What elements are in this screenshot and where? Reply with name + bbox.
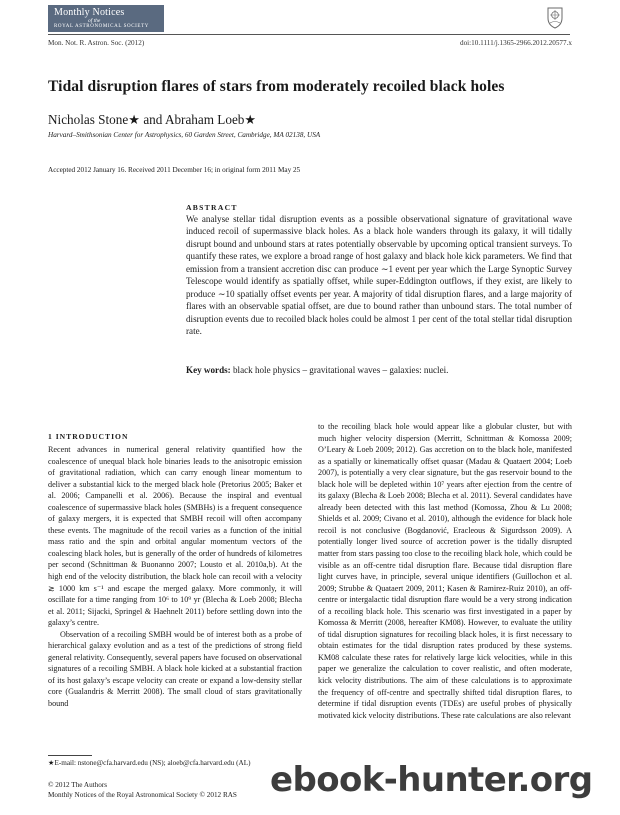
- journal-logo: [48, 5, 164, 32]
- journal-logo-title: Monthly Notices: [54, 7, 125, 18]
- footnote-rule: [48, 755, 92, 756]
- author-list: Nicholas Stone★ and Abraham Loeb★: [48, 112, 257, 127]
- publication-dates: Accepted 2012 January 16. Received 2011 December 16; in original form 2011 May 25: [48, 166, 301, 174]
- header-rule: [48, 34, 570, 35]
- footnote-email: ★E-mail: nstone@cfa.harvard.edu (NS); aloeb@cfa.harvard.edu (AL): [48, 759, 251, 767]
- journal-citation: Mon. Not. R. Astron. Soc. (2012): [48, 39, 145, 47]
- paragraph: Recent advances in numerical general relativity quantified how the coalescence of unequal black hole binaries leads to the anisotropic emission of gravitational radiation, which can carry enough linear momentum to deliver a substantial kick to the merged black hole (Pretorius 2005; Baker et al. 2006; Campanelli et al. 2006). Because the inspiral and eventual coalescence of supermassive black holes (SMBHs) is a frequent consequence of galaxy mergers, it is expected that SMBH recoil will often accompany these events. The magnitude of the recoil varies as a function of the initial mass ratio and the spin and orbital angular momentum vectors of the coalescing black holes, but is generally of the order of hundreds of kilometres per second (Schnittman & Buonanno 2007; Lousto et al. 2010a,b). At the high end of the velocity distribution, the black hole can recoil with a velocity ≳ 1000 km s⁻¹ and escape the merged galaxy. More commonly, it will oscillate for a time ranging from 10⁶ to 10⁹ yr (Blecha & Loeb 2008; Blecha et al. 2011; Sijacki, Springel & Haehnelt 2011) before settling down into the galaxy’s centre.: [48, 445, 302, 628]
- affiliation: Harvard–Smithsonian Center for Astrophysics, 60 Garden Street, Cambridge, MA 02138, USA: [48, 131, 321, 139]
- keywords-label: Key words:: [186, 365, 231, 375]
- keywords: [186, 365, 572, 375]
- copyright-line: © 2012 The Authors: [48, 781, 108, 789]
- copyright-line: Monthly Notices of the Royal Astronomical Society © 2012 RAS: [48, 791, 237, 799]
- keywords-list: black hole physics – gravitational waves – galaxies: nuclei.: [233, 365, 449, 375]
- paragraph: Observation of a recoiling SMBH would be of interest both as a probe of hierarchical galaxy evolution and as a test of the predictions of strong field general relativity. Consequently, several papers have focused on observational signatures of a recoiling SMBH. A black hole kicked at a substantial fraction of its host galaxy’s escape velocity can create or expand a low-density stellar core (Gualandris & Merritt 2008). The small cloud of stars gravitationally bound: [48, 629, 302, 709]
- abstract-heading: ABSTRACT: [186, 203, 238, 212]
- left-column: [48, 444, 302, 710]
- doi: doi:10.1111/j.1365-2966.2012.20577.x: [459, 39, 572, 47]
- paragraph: to the recoiling black hole would appear like a globular cluster, but with much higher velocity dispersion (Merritt, Schnittman & Komossa 2009; O’Leary & Loeb 2009; 2012). Gas accretion on to the black hole, manifested as a spatially or kinematically offset quasar (Madau & Quataert 2004; Loeb 2007), is potentially a very clear signature, but the gas reservoir bound to the black hole will be depleted within 10⁷ years after ejection from the centre of its galaxy (Blecha & Loeb 2008; Blecha et al. 2011). Several candidates have already been detected with this last method (Komossa, Zhou & Lu 2008; Shields et al. 2009; Civano et al. 2010), although the evidence for black hole recoil is not conclusive (Bogdanović, Eracleous & Sigurdsson 2009). A potentially longer lived source of accretion power is the tidally disrupted matter from stars passing too close to the recoiling black hole, which could be visible as an off-centre tidal disruption flare. Because tidal disruption flare light curves have, in principle, several unique identifiers (Guillochon et al. 2009; Strubbe & Quataert 2009, 2011; Kasen & Ramirez-Ruiz 2010), an off-centre or intergalactic tidal disruption flare would be a very strong indication of a recoiling black hole. This scenario was first investigated in a paper by Komossa & Merritt (2008, hereafter KM08). However, to evaluate the utility of tidal disruption signatures for recoiling black holes, it is first necessary to obtain estimates for the tidal disruption rates produced by these systems. KM08 calculate these rates for relatively large kick velocities, while in this paper we generalize the calculation to cover realistic, and often moderate, kick velocity distributions. The aim of these calculations is to approximate the frequency of off-centre and spectrally shifted tidal disruption flares, to determine if tidal disruption events (TDEs) are useful probes of physically motivated kick velocity distributions. These rate calculations are also relevant: [318, 422, 572, 720]
- right-column: [318, 421, 572, 721]
- paper-title: Tidal disruption flares of stars from moderately recoiled black holes: [48, 78, 505, 95]
- society-crest-icon: [546, 5, 564, 29]
- journal-logo-society: ROYAL ASTRONOMICAL SOCIETY: [54, 24, 149, 29]
- journal-logo-of: of the: [88, 18, 101, 24]
- abstract-text: We analyse stellar tidal disruption events as a possible observational signature of gravitational wave induced recoil of supermassive black holes. As a black hole wanders through its galaxy, it will tidally disrupt bound and unbound stars at rates potentially observable by upcoming optical transient surveys. To quantify these rates, we explore a broad range of host galaxy and black hole kick parameters. We find that emission from a transient accretion disc can produce ∼1 event per year which the Large Synoptic Survey Telescope would identify as spatially offset, while super-Eddington outflows, if they exist, are likely to produce ∼10 spatially offset events per year. A majority of tidal disruption flares, and a large majority of flares with an observable spatial offset, are due to bound rather than unbound stars. The total number of disruption events due to recoiled black holes could be almost 1 per cent of the total stellar tidal disruption rate.: [186, 214, 572, 337]
- section-heading-introduction: 1 INTRODUCTION: [48, 432, 129, 441]
- watermark: ebook-hunter.org: [270, 760, 593, 800]
- copyright: [48, 780, 237, 800]
